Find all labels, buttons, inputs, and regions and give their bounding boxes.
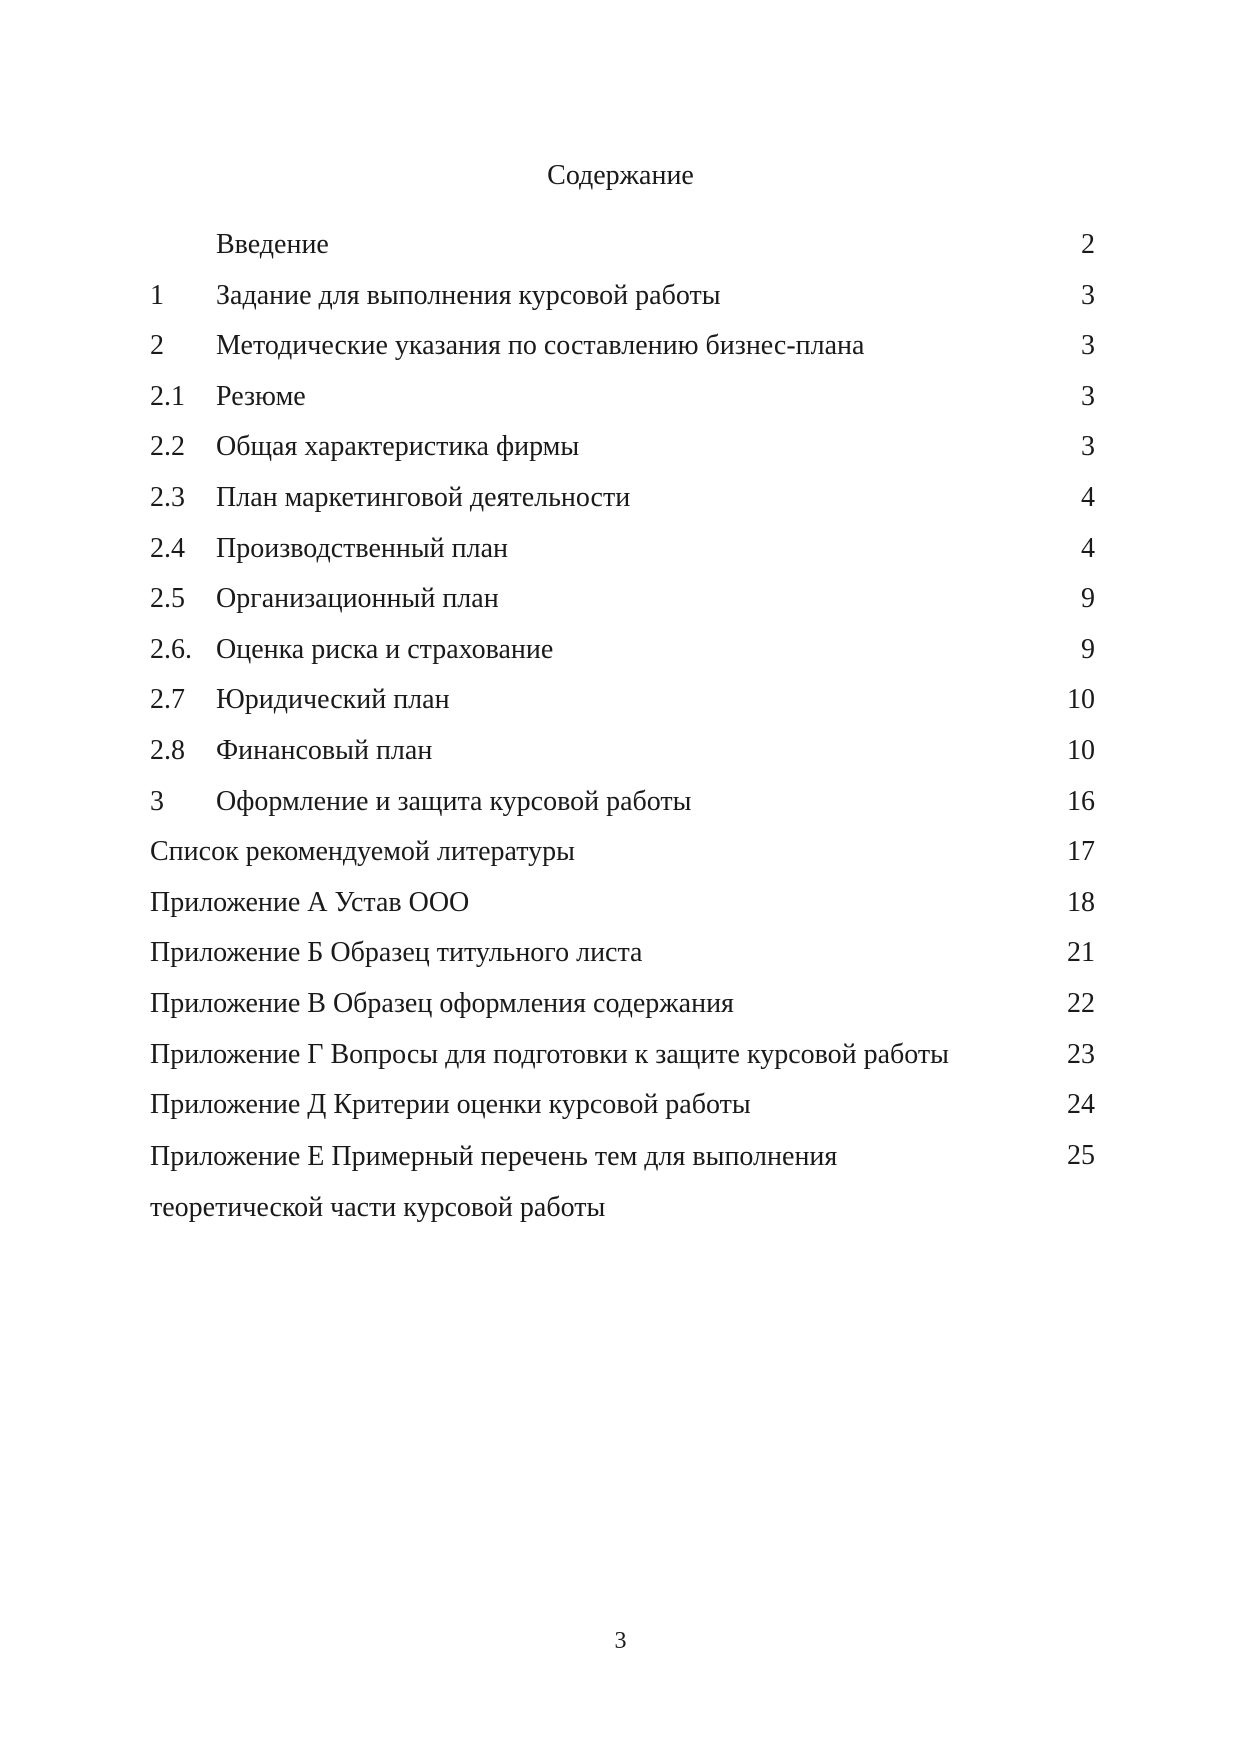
toc-entry-text: Оценка риска и страхование (216, 633, 554, 665)
toc-entry-page: 3 (1081, 431, 1095, 463)
toc-entry-text: Резюме (216, 380, 306, 412)
toc-entry-number: 2.1 (150, 380, 185, 412)
toc-entry-appendix-e (150, 1138, 1095, 1240)
toc-entry-text: Организационный план (216, 583, 499, 615)
toc-entry-2-8 (150, 733, 1095, 784)
toc-entry-page: 23 (1067, 1038, 1095, 1070)
toc-entry-appendix-a (150, 885, 1095, 936)
toc-entry-2-3 (150, 480, 1095, 531)
toc-entry-appendix-b (150, 935, 1095, 986)
toc-entry-text: План маркетинговой деятельности (216, 481, 631, 513)
toc-entry-number: 3 (150, 785, 164, 817)
toc-entry-page: 16 (1067, 785, 1095, 817)
toc-entry-page: 24 (1067, 1089, 1095, 1121)
toc-entry-text: Приложение Г Вопросы для подготовки к защите курсовой работы (150, 1038, 949, 1070)
toc-entry-number: 2.8 (150, 734, 185, 766)
toc-entry-3 (150, 784, 1095, 835)
toc-entry-page: 2 (1081, 229, 1095, 260)
toc-entry-bibliography (150, 834, 1095, 885)
toc-entry-2-5 (150, 581, 1095, 632)
toc-entry-2-7 (150, 682, 1095, 733)
toc-entry-page: 9 (1081, 583, 1095, 615)
toc-entry-number: 1 (150, 279, 164, 311)
toc-entry-page: 3 (1081, 330, 1095, 362)
toc-entry-text: Оформление и защита курсовой работы (216, 785, 692, 817)
toc-entry-2-1 (150, 379, 1095, 430)
toc-entry-text: Юридический план (216, 684, 450, 716)
toc-entry-page: 22 (1067, 987, 1095, 1019)
toc-entry-text: Приложение А Устав ООО (150, 886, 470, 918)
toc-entry-page: 9 (1081, 633, 1095, 665)
toc-title: Содержание (547, 160, 694, 191)
toc-entry-number: 2.6. (150, 633, 192, 665)
toc-entry-number: 2.4 (150, 532, 185, 564)
toc-entry-text: Приложение В Образец оформления содержания (150, 987, 734, 1019)
toc-entry-2 (150, 328, 1095, 379)
toc-entry-text: Задание для выполнения курсовой работы (216, 279, 721, 311)
toc-entry-text: Введение (216, 229, 329, 260)
toc-entry-2-6 (150, 632, 1095, 683)
toc-entry-number: 2.7 (150, 684, 185, 716)
toc-entry-appendix-g (150, 1037, 1095, 1088)
toc-entry-2-2 (150, 429, 1095, 480)
page-number: 3 (614, 1628, 627, 1654)
toc-entry-text: Методические указания по составлению бизнес-плана (216, 330, 865, 362)
toc-entry-page: 21 (1067, 937, 1095, 969)
toc-entry-text: Приложение Д Критерии оценки курсовой работы (150, 1089, 751, 1121)
toc-entry-2-4 (150, 531, 1095, 582)
toc-entry-number: 2.3 (150, 481, 185, 513)
toc-entry-number: 2 (150, 330, 164, 362)
toc-entry-text: Приложение Е Примерный перечень тем для выполнения теоретической части курсовой работы (150, 1140, 838, 1223)
toc-entry-page: 10 (1067, 734, 1095, 766)
toc-entry-page: 18 (1067, 886, 1095, 918)
toc-entry-page: 25 (1067, 1139, 1095, 1171)
toc-entry-text: Приложение Б Образец титульного листа (150, 937, 643, 969)
toc-entry-number: 2.5 (150, 583, 185, 615)
table-of-contents (150, 227, 1095, 1240)
toc-entry-page: 4 (1081, 532, 1095, 564)
toc-entry-page: 10 (1067, 684, 1095, 716)
toc-entry-appendix-v (150, 986, 1095, 1037)
toc-entry-page: 3 (1081, 279, 1095, 311)
toc-entry-number: 2.2 (150, 431, 185, 463)
toc-entry-page: 4 (1081, 481, 1095, 513)
toc-entry-1 (150, 278, 1095, 329)
toc-entry-page: 3 (1081, 380, 1095, 412)
toc-entry-text: Финансовый план (216, 734, 433, 766)
toc-entry-text: Производственный план (216, 532, 509, 564)
toc-entry-page: 17 (1067, 836, 1095, 868)
toc-entry-text: Список рекомендуемой литературы (150, 836, 575, 868)
toc-entry-introduction (150, 227, 1095, 278)
toc-entry-text: Общая характеристика фирмы (216, 431, 580, 463)
